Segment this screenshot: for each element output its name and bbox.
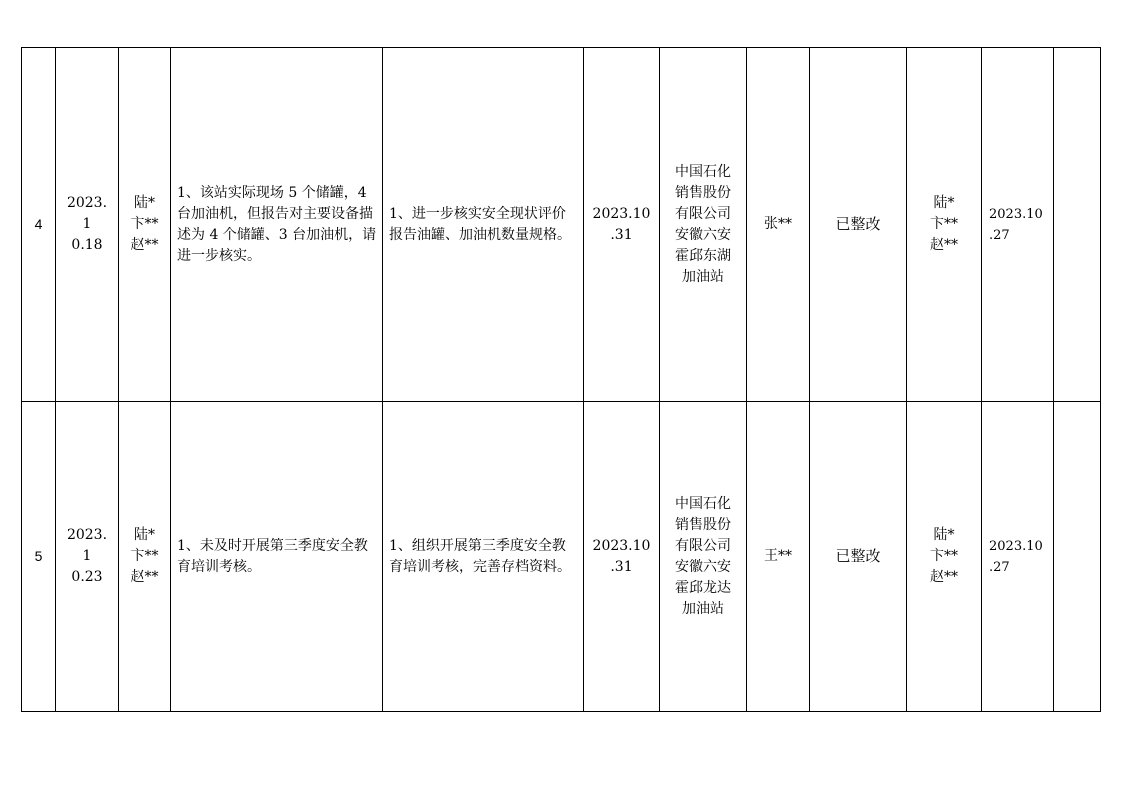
row-number: 4 bbox=[22, 48, 56, 402]
rectification-status: 已整改 bbox=[810, 402, 907, 712]
responsible-person: 王** bbox=[747, 402, 810, 712]
remark bbox=[1054, 402, 1101, 712]
responsible-unit: 中国石化 销售股份 有限公司 安徽六安 霍邱东湖 加油站 bbox=[660, 48, 747, 402]
rectification-deadline: 2023.10 .31 bbox=[584, 402, 660, 712]
rectification-deadline: 2023.10 .31 bbox=[584, 48, 660, 402]
check-date: 2023.1 0.23 bbox=[56, 402, 119, 712]
rectification-measure: 1、组织开展第三季度安全教育培训考核，完善存档资料。 bbox=[383, 402, 584, 712]
inspectors: 陆* 卞** 赵** bbox=[119, 48, 171, 402]
table-row bbox=[22, 48, 1101, 402]
rectification-status: 已整改 bbox=[810, 48, 907, 402]
review-date: 2023.10 .27 bbox=[982, 48, 1054, 402]
review-date: 2023.10 .27 bbox=[982, 402, 1054, 712]
rectification-measure: 1、进一步核实安全现状评价报告油罐、加油机数量规格。 bbox=[383, 48, 584, 402]
responsible-person: 张** bbox=[747, 48, 810, 402]
row-number: 5 bbox=[22, 402, 56, 712]
inspectors: 陆* 卞** 赵** bbox=[119, 402, 171, 712]
responsible-unit: 中国石化 销售股份 有限公司 安徽六安 霍邱龙达 加油站 bbox=[660, 402, 747, 712]
reviewers: 陆* 卞** 赵** bbox=[907, 48, 982, 402]
reviewers: 陆* 卞** 赵** bbox=[907, 402, 982, 712]
table-row bbox=[22, 402, 1101, 712]
remark bbox=[1054, 48, 1101, 402]
issue-description: 1、未及时开展第三季度安全教育培训考核。 bbox=[171, 402, 383, 712]
issue-description: 1、该站实际现场 5 个储罐，4 台加油机，但报告对主要设备描述为 4 个储罐、3 台加油机，请进一步核实。 bbox=[171, 48, 383, 402]
inspection-record-table bbox=[21, 47, 1101, 712]
check-date: 2023.1 0.18 bbox=[56, 48, 119, 402]
